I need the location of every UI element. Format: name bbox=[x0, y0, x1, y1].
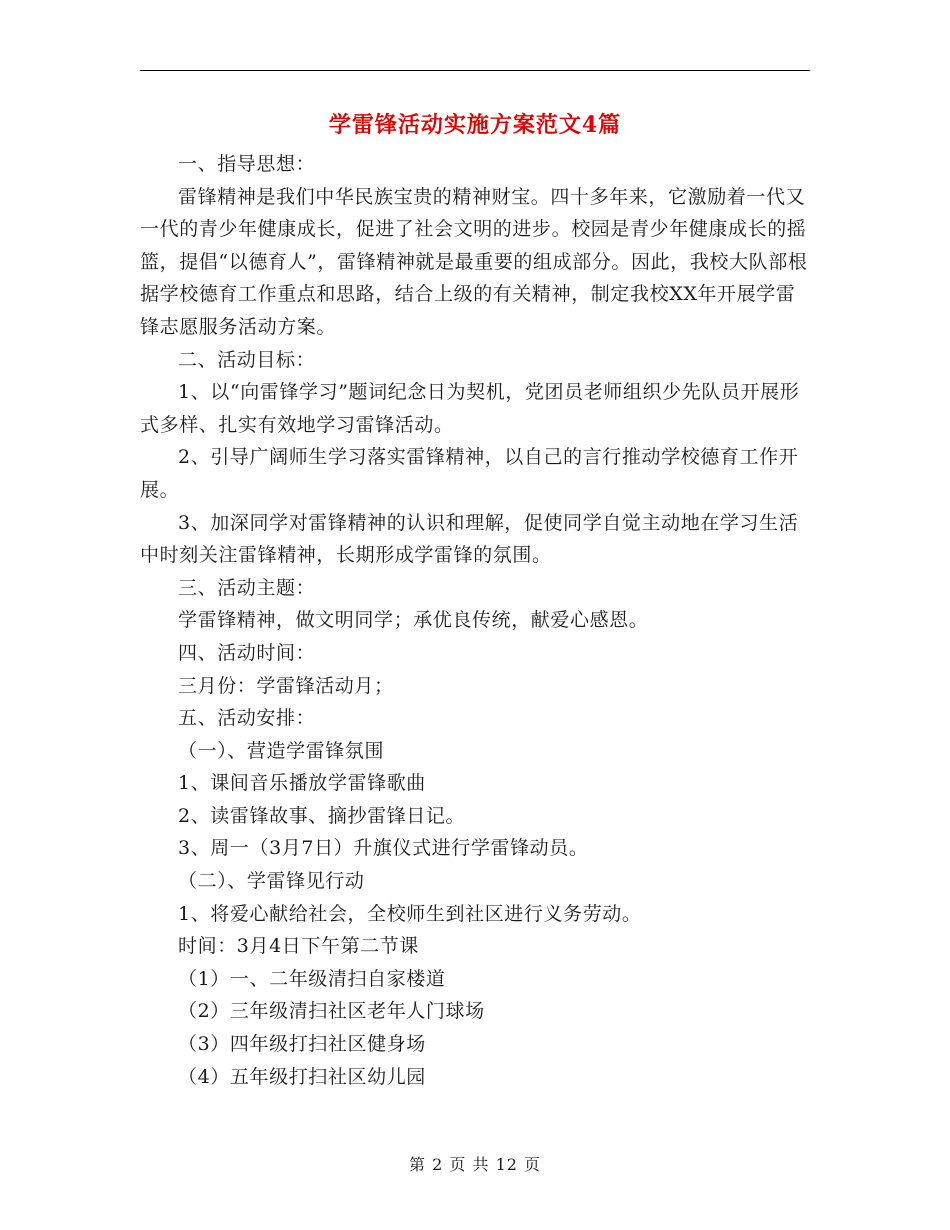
paragraph-guiding-thought: 雷锋精神是我们中华民族宝贵的精神财宝。四十多年来，它激励着一代又一代的青少年健康成长，促进了社会文明的进步。校园是青少年健康成长的摇篮，提倡“以德育人”，雷锋精神就是最重要的组成部分。因此，我校大队部根据学校德育工作重点和思路，结合上级的有关精神，制定我校XX年开展学雷锋志愿服务活动方案。 bbox=[140, 185, 808, 338]
document-body bbox=[140, 148, 810, 1093]
page-footer bbox=[0, 1153, 950, 1177]
list-item: 1、课间音乐播放学雷锋歌曲 bbox=[178, 772, 426, 795]
footer-prefix: 第 bbox=[408, 1155, 426, 1174]
paragraph-time: 三月份：学雷锋活动月； bbox=[178, 674, 394, 697]
subheading-atmosphere: （一）、营造学雷锋氛围 bbox=[178, 739, 385, 762]
section-heading-theme: 三、活动主题： bbox=[178, 576, 316, 599]
paragraph-goal-2: 2、引导广阔师生学习落实雷锋精神，以自己的言行推动学校德育工作开展。 bbox=[140, 446, 799, 501]
schedule-time: 时间：3月4日下午第二节课 bbox=[178, 935, 419, 958]
footer-current-page: 2 bbox=[432, 1155, 444, 1174]
footer-page-word: 页 bbox=[449, 1155, 467, 1174]
section-heading-goals: 二、活动目标： bbox=[178, 348, 316, 371]
list-item: 1、将爱心献给社会，全校师生到社区进行义务劳动。 bbox=[178, 902, 642, 925]
list-item: 2、读雷锋故事、摘抄雷锋日记。 bbox=[178, 804, 466, 827]
paragraph-goal-3: 3、加深同学对雷锋精神的认识和理解，促使同学自觉主动地在学习生活中时刻关注雷锋精神，长期形成学雷锋的氛围。 bbox=[140, 511, 799, 567]
list-item: （2）三年级清扫社区老年人门球场 bbox=[178, 1000, 485, 1023]
section-heading-time: 四、活动时间： bbox=[178, 641, 316, 664]
paragraph-theme: 学雷锋精神，做文明同学；承优良传统，献爱心感恩。 bbox=[178, 609, 649, 632]
paragraph-goal-1: 1、以“向雷锋学习”题词纪念日为契机，党团员老师组织少先队员开展形式多样、扎实有效地学习雷锋活动。 bbox=[140, 381, 800, 436]
footer-total-prefix: 共 bbox=[472, 1155, 490, 1174]
subheading-action: （二）、学雷锋见行动 bbox=[178, 870, 365, 893]
footer-suffix: 页 bbox=[524, 1155, 542, 1174]
document-title: 学雷锋活动实施方案范文4篇 bbox=[328, 112, 622, 138]
header-rule bbox=[140, 70, 810, 71]
list-item: （4）五年级打扫社区幼儿园 bbox=[178, 1065, 426, 1088]
list-item: （3）四年级打扫社区健身场 bbox=[178, 1033, 426, 1056]
footer-total-pages: 12 bbox=[495, 1155, 518, 1174]
section-heading-arrangement: 五、活动安排： bbox=[178, 707, 316, 730]
section-heading-guiding-thought: 一、指导思想： bbox=[178, 153, 316, 175]
list-item: 3、周一（3月7日）升旗仪式进行学雷锋动员。 bbox=[178, 837, 589, 860]
list-item: （1）一、二年级清扫自家楼道 bbox=[178, 967, 446, 990]
